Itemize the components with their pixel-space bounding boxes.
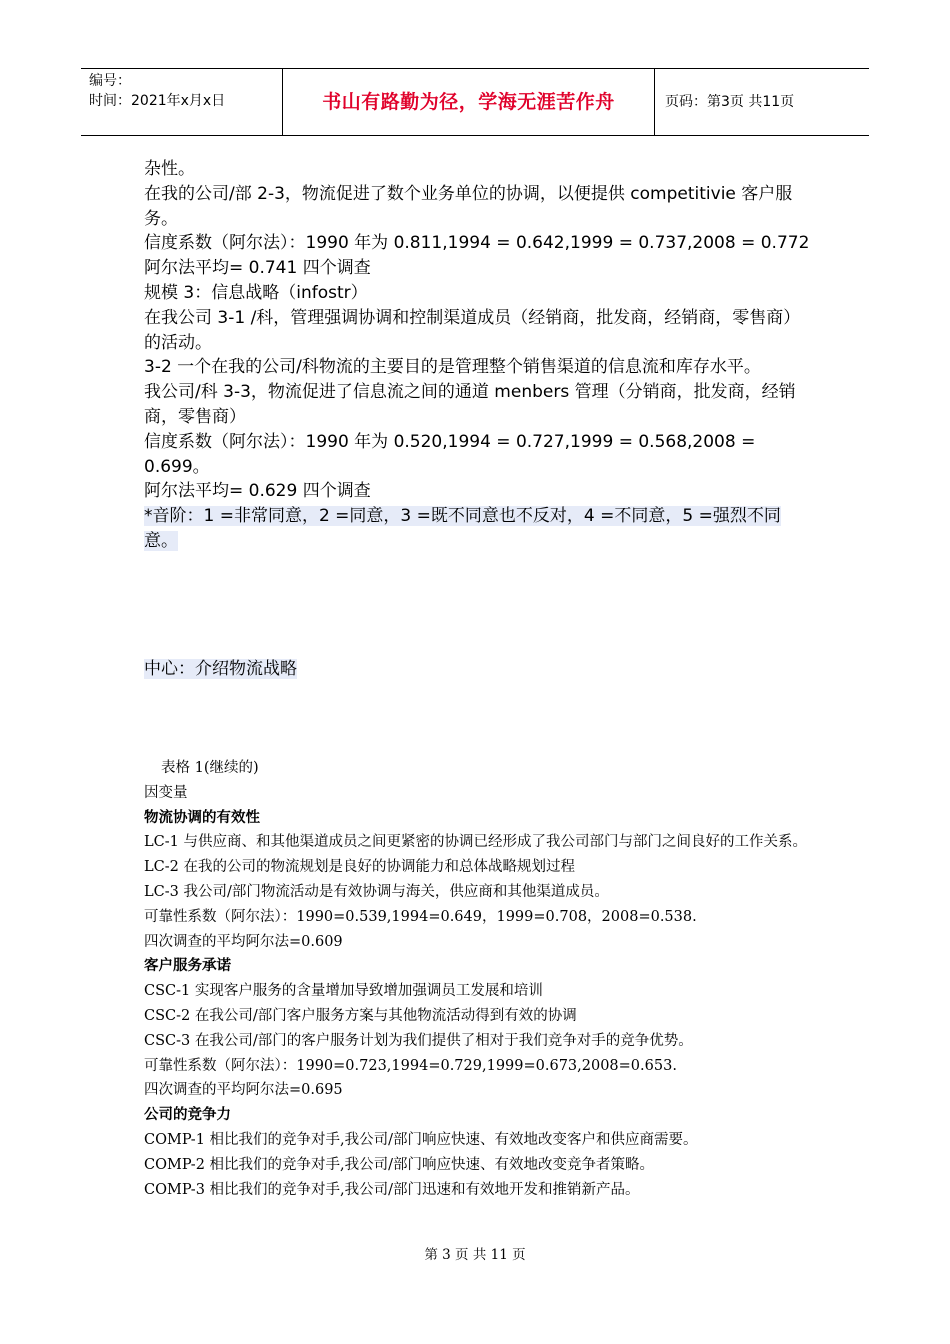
section-title: 物流协调的有效性 [144,809,260,826]
section-line: 四次调查的平均阿尔法=0.695 [144,1082,343,1099]
center-heading [144,656,297,682]
section-line: 四次调查的平均阿尔法=0.609 [144,933,343,950]
section-line: 可靠性系数（阿尔法）：1990=0.539,1994=0.649，1999=0.708，2008=0.538. [144,908,697,925]
section-line: LC-3 我公司/部门物流活动是有效协调与海关，供应商和其他渠道成员。 [144,883,609,900]
paragraph: 规模 3：信息战略（infostr） [144,282,368,303]
center-heading-text: 中心：介绍物流战略 [144,659,297,679]
section-title: 公司的竞争力 [144,1107,231,1124]
header-meta [81,69,283,135]
paragraph: 阿尔法平均= 0.629 四个调查 [144,481,371,502]
table-caption: 表格 1(继续的) [161,760,259,776]
section-line: LC-1 与供应商、和其他渠道成员之间更紧密的协调已经形成了我公司部门与部门之间良好的工作关系。 [144,834,807,851]
body-text-lower [144,756,824,1202]
paragraph: 信度系数（阿尔法）：1990 年为 0.520,1994 = 0.727,1999 = 0.568,2008 = 0.699。 [144,431,756,477]
header-motto-cell [283,69,655,135]
paragraph: 杂性。 [144,159,195,179]
paragraph: 我公司/科 3-3，物流促进了信息流之间的通道 menbers 管理（分销商，批发商，经销商，零售商） [144,382,796,427]
page-footer: 第 3 页 共 11 页 [424,1247,526,1263]
section-line: CSC-2 在我公司/部门客户服务方案与其他物流活动得到有效的协调 [144,1007,577,1024]
scale-note-text: *音阶：1 =非常同意，2 =同意，3 =既不同意也不反对，4 =不同意，5 =强烈不同意。 [144,506,781,551]
header-page-cell [655,69,869,135]
section-line: LC-2 在我的公司的物流规划是良好的协调能力和总体战略规划过程 [144,859,575,876]
header-number: 编号： [89,73,131,89]
section-line: COMP-2 相比我们的竞争对手,我公司/部门响应快速、有效地改变竞争者策略。 [144,1156,655,1173]
header-time: 时间：2021年x月x日 [89,93,226,109]
dependent-variable-label: 因变量 [144,784,188,801]
header-motto: 书山有路勤为径，学海无涯苦作舟 [322,91,615,113]
section-line: 可靠性系数（阿尔法）：1990=0.723,1994=0.729,1999=0.673,2008=0.653. [144,1057,677,1074]
section-line: COMP-3 相比我们的竞争对手,我公司/部门迅速和有效地开发和推销新产品。 [144,1181,640,1198]
header-page-number: 页码：第3页 共11页 [665,94,795,110]
paragraph: 阿尔法平均= 0.741 四个调查 [144,258,371,279]
section-line: CSC-3 在我公司/部门的客户服务计划为我们提供了相对于我们竞争对手的竞争优势。 [144,1032,693,1049]
body-text-upper [144,157,814,554]
scale-note [144,504,814,554]
section-line: CSC-1 实现客户服务的含量增加导致增加强调员工发展和培训 [144,983,543,1000]
section-title: 客户服务承诺 [144,958,231,975]
paragraph: 3-2 一个在我的公司/科物流的主要目的是管理整个销售渠道的信息流和库存水平。 [144,357,761,378]
paragraph: 信度系数（阿尔法）：1990 年为 0.811,1994 = 0.642,1999 = 0.737,2008 = 0.772 [144,233,810,254]
paragraph: 在我的公司/部 2-3，物流促进了数个业务单位的协调，以便提供 competitivie 客户服务。 [144,183,793,229]
paragraph: 在我公司 3-1 /科，管理强调协调和控制渠道成员（经销商，批发商，经销商，零售商）的活动。 [144,307,801,353]
section-line: COMP-1 相比我们的竞争对手,我公司/部门响应快速、有效地改变客户和供应商需要。 [144,1131,698,1148]
page-header [81,68,869,136]
